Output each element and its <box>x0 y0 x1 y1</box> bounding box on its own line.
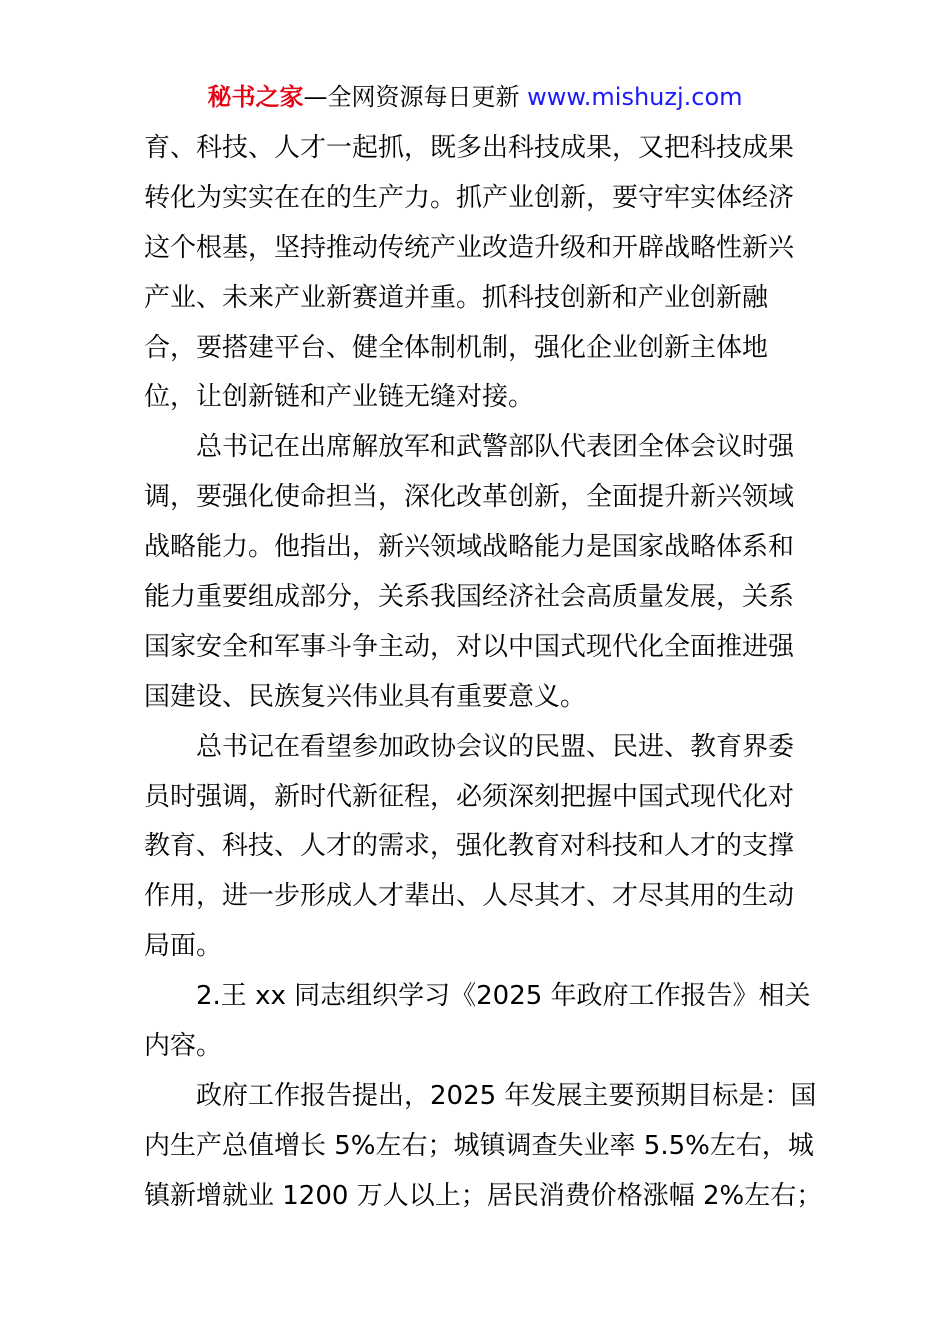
text-line: 镇新增就业 1200 万人以上；居民消费价格涨幅 2%左右； <box>144 1180 823 1211</box>
text-line: 内生产总值增长 5%左右；城镇调查失业率 5.5%左右，城 <box>144 1130 814 1161</box>
text-line: 育、科技、人才一起抓，既多出科技成果，又把科技成果 <box>144 133 795 163</box>
text-line: 这个根基，坚持推动传统产业改造升级和开辟战略性新兴 <box>144 232 795 263</box>
text-line: 国建设、民族复兴伟业具有重要意义。 <box>144 681 587 712</box>
text-line: 产业、未来产业新赛道并重。抓科技创新和产业创新融 <box>144 282 769 313</box>
section-heading-line: 2.王 xx 同志组织学习《2025 年政府工作报告》相关 <box>196 981 811 1012</box>
text-line: 位，让创新链和产业链无缝对接。 <box>144 382 535 413</box>
text-line: 战略能力。他指出，新兴领域战略能力是国家战略体系和 <box>144 532 795 563</box>
brand-name: 秘书之家 <box>207 83 304 111</box>
paragraph-first-line: 政府工作报告提出，2025 年发展主要预期目标是：国 <box>196 1080 817 1111</box>
page-header <box>0 80 950 114</box>
text-line: 员时强调，新时代新征程，必须深刻把握中国式现代化对 <box>144 781 795 812</box>
text-line: 转化为实实在在的生产力。抓产业创新，要守牢实体经济 <box>144 182 795 213</box>
site-url-link[interactable]: www.mishuzj.com <box>527 83 743 111</box>
document-body <box>144 124 823 1222</box>
text-line: 内容。 <box>144 1031 223 1062</box>
header-tagline: —全网资源每日更新 <box>303 83 528 111</box>
text-line: 教育、科技、人才的需求，强化教育对科技和人才的支撑 <box>144 831 795 862</box>
paragraph-first-line: 总书记在出席解放军和武警部队代表团全体会议时强 <box>196 432 795 463</box>
text-line: 作用，进一步形成人才辈出、人尽其才、才尽其用的生动 <box>144 881 795 912</box>
text-line: 调，要强化使命担当，深化改革创新，全面提升新兴领域 <box>144 482 795 513</box>
text-line: 国家安全和军事斗争主动，对以中国式现代化全面推进强 <box>144 631 795 662</box>
text-line: 合，要搭建平台、健全体制机制，强化企业创新主体地 <box>144 332 769 363</box>
text-line: 能力重要组成部分，关系我国经济社会高质量发展，关系 <box>144 582 795 613</box>
paragraph-first-line: 总书记在看望参加政协会议的民盟、民进、教育界委 <box>196 731 795 762</box>
text-line: 局面。 <box>144 931 223 962</box>
